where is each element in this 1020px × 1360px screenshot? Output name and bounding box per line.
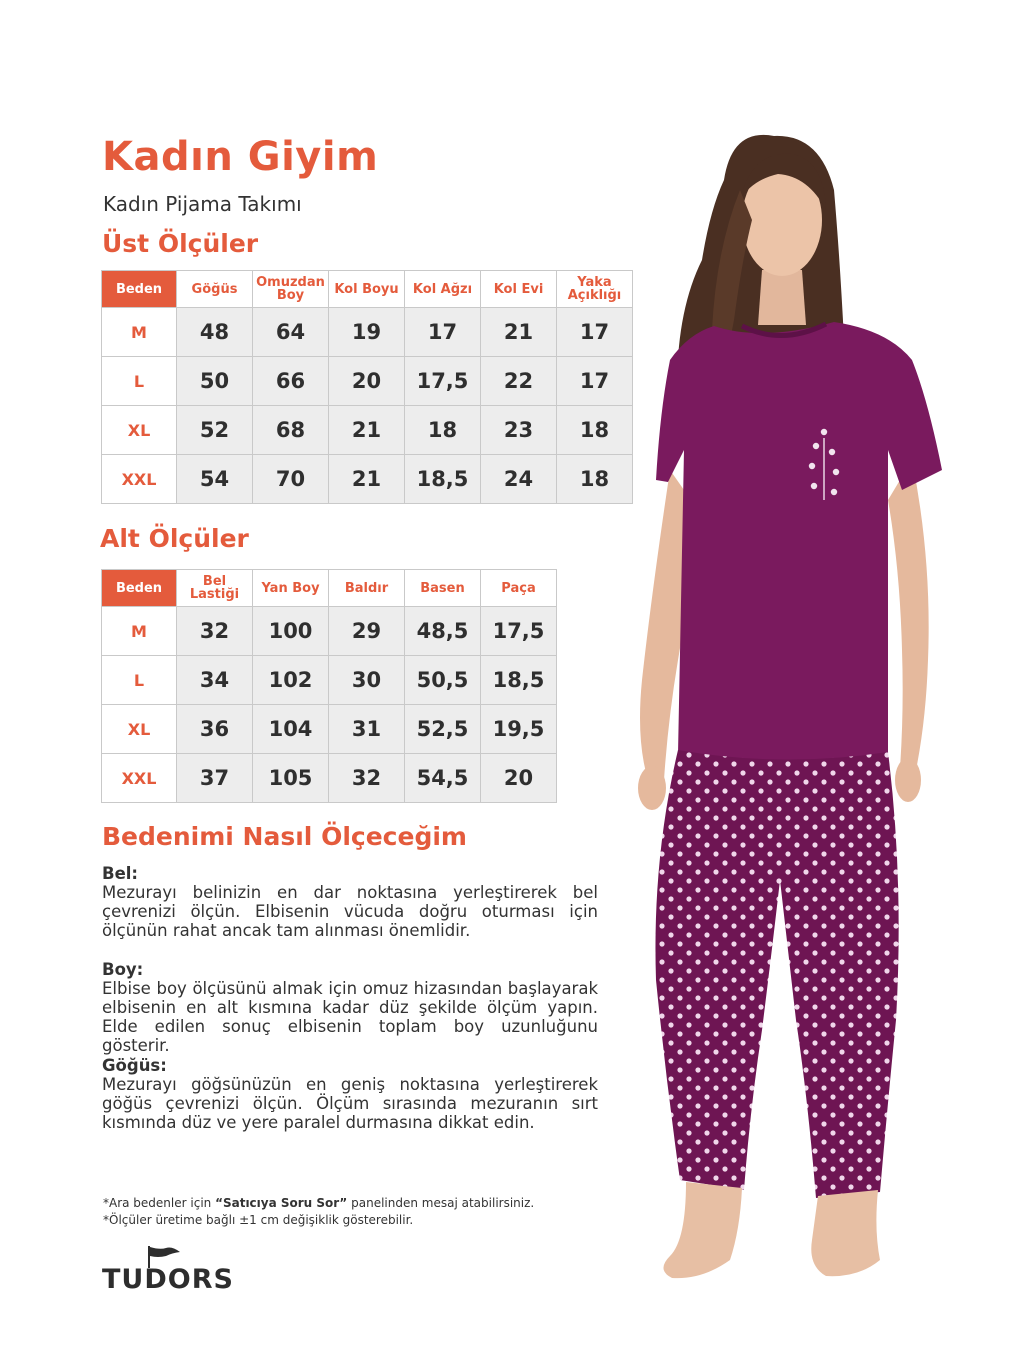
howto-heading: Bedenimi Nasıl Ölçeceğim [102, 822, 467, 851]
column-header: Yaka Açıklığı [557, 271, 633, 308]
note-text: panelinden mesaj atabilirsiniz. [347, 1196, 535, 1210]
howto-item-length [102, 960, 598, 1055]
measurement-cell: 54 [177, 455, 253, 504]
measurement-cell: 64 [253, 308, 329, 357]
table-header-row [102, 570, 557, 607]
size-label: M [102, 308, 177, 357]
note-text: *Ara bedenler için [103, 1196, 216, 1210]
model-photo [612, 120, 952, 1290]
size-label: L [102, 357, 177, 406]
measurement-cell: 17 [405, 308, 481, 357]
measurement-cell: 100 [253, 607, 329, 656]
howto-item-label: Bel: [102, 864, 139, 883]
measurement-cell: 18,5 [481, 656, 557, 705]
top-size-table [101, 270, 633, 504]
measurement-cell: 31 [329, 705, 405, 754]
note-link-text: “Satıcıya Soru Sor” [215, 1196, 348, 1210]
column-header: Beden [102, 271, 177, 308]
howto-item-chest [102, 1056, 598, 1132]
bottom-size-table [101, 569, 557, 803]
measurement-cell: 21 [329, 455, 405, 504]
size-label: L [102, 656, 177, 705]
column-header: Basen [405, 570, 481, 607]
table-row [102, 656, 557, 705]
howto-item-text: Mezurayı göğsünüzün en geniş noktasına yerleştirerek göğüs çevrenizi ölçün. Ölçüm sırasında mezuranın sırt kısmında düz ve yere paralel durmasına dikkat edin. [102, 1075, 598, 1132]
column-header: Yan Boy [253, 570, 329, 607]
table-row [102, 455, 633, 504]
column-header: Baldır [329, 570, 405, 607]
measurement-cell: 48 [177, 308, 253, 357]
measurement-cell: 30 [329, 656, 405, 705]
measurement-cell: 70 [253, 455, 329, 504]
size-label: M [102, 607, 177, 656]
size-label: XL [102, 406, 177, 455]
column-header: Omuzdan Boy [253, 271, 329, 308]
measurement-cell: 18,5 [405, 455, 481, 504]
measurement-cell: 52 [177, 406, 253, 455]
measurement-cell: 68 [253, 406, 329, 455]
measurement-cell: 105 [253, 754, 329, 803]
page-title: Kadın Giyim [102, 134, 379, 180]
note-line-1 [103, 1196, 534, 1210]
table-row [102, 607, 557, 656]
measurement-cell: 17 [557, 357, 633, 406]
table-header-row [102, 271, 633, 308]
measurement-cell: 104 [253, 705, 329, 754]
table-row [102, 308, 633, 357]
brand-logo: TUDORS [102, 1264, 234, 1295]
measurement-cell: 48,5 [405, 607, 481, 656]
measurement-cell: 36 [177, 705, 253, 754]
measurement-cell: 20 [481, 754, 557, 803]
column-header: Paça [481, 570, 557, 607]
column-header: Kol Boyu [329, 271, 405, 308]
size-label: XXL [102, 754, 177, 803]
table-row [102, 705, 557, 754]
measurement-cell: 23 [481, 406, 557, 455]
measurement-cell: 50 [177, 357, 253, 406]
note-line-2: *Ölçüler üretime bağlı ±1 cm değişiklik gösterebilir. [103, 1213, 414, 1227]
measurement-cell: 17,5 [481, 607, 557, 656]
top-sizes-heading: Üst Ölçüler [102, 229, 259, 258]
measurement-cell: 37 [177, 754, 253, 803]
measurement-cell: 50,5 [405, 656, 481, 705]
howto-item-waist [102, 864, 598, 940]
measurement-cell: 29 [329, 607, 405, 656]
measurement-cell: 17 [557, 308, 633, 357]
measurement-cell: 32 [329, 754, 405, 803]
measurement-cell: 21 [329, 406, 405, 455]
measurement-cell: 102 [253, 656, 329, 705]
measurement-cell: 66 [253, 357, 329, 406]
page-subtitle: Kadın Pijama Takımı [103, 192, 302, 216]
measurement-cell: 17,5 [405, 357, 481, 406]
measurement-cell: 20 [329, 357, 405, 406]
measurement-cell: 21 [481, 308, 557, 357]
measurement-cell: 34 [177, 656, 253, 705]
measurement-cell: 22 [481, 357, 557, 406]
bottom-sizes-heading: Alt Ölçüler [100, 524, 249, 553]
column-header: Bel Lastiği [177, 570, 253, 607]
measurement-cell: 18 [405, 406, 481, 455]
column-header: Beden [102, 570, 177, 607]
column-header: Göğüs [177, 271, 253, 308]
howto-item-text: Elbise boy ölçüsünü almak için omuz hizasından başlayarak elbisenin en alt kısmına kadar düz şekilde ölçüm yapın. Elde edilen sonuç elbisenin toplam boy uzunluğunu gösterir. [102, 979, 598, 1055]
size-label: XXL [102, 455, 177, 504]
measurement-cell: 24 [481, 455, 557, 504]
measurement-cell: 19,5 [481, 705, 557, 754]
measurement-cell: 18 [557, 455, 633, 504]
measurement-cell: 52,5 [405, 705, 481, 754]
measurement-cell: 54,5 [405, 754, 481, 803]
measurement-cell: 32 [177, 607, 253, 656]
table-row [102, 357, 633, 406]
size-label: XL [102, 705, 177, 754]
howto-item-label: Boy: [102, 960, 144, 979]
howto-item-text: Mezurayı belinizin en dar noktasına yerleştirerek bel çevrenizi ölçün. Elbisenin vücuda doğru oturması için ölçünün rahat ancak tam alınması önemlidir. [102, 883, 598, 940]
howto-item-label: Göğüs: [102, 1056, 167, 1075]
column-header: Kol Ağzı [405, 271, 481, 308]
column-header: Kol Evi [481, 271, 557, 308]
table-row [102, 754, 557, 803]
measurement-cell: 19 [329, 308, 405, 357]
table-row [102, 406, 633, 455]
measurement-cell: 18 [557, 406, 633, 455]
